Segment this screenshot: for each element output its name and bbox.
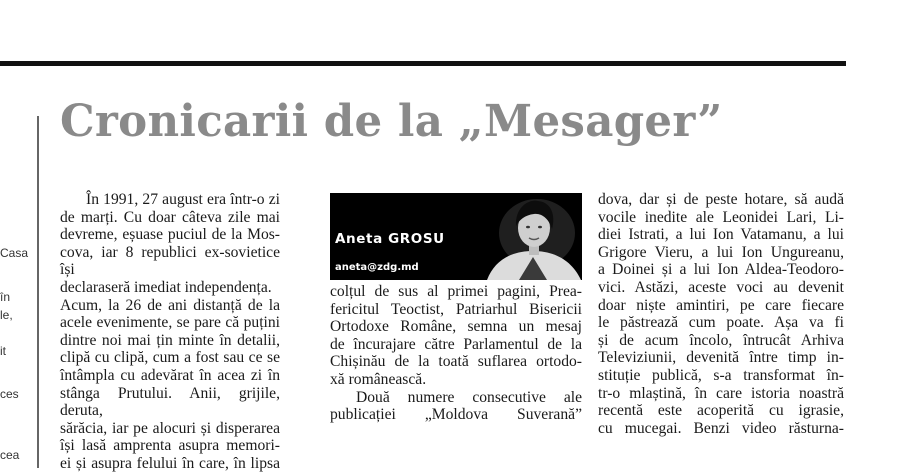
text-line: stânga Prutului. Anii, grijile, deruta, [60, 384, 280, 420]
text-line: stituție publică, s-a transformat în- [598, 366, 844, 384]
text-line: diei Istrati, a lui Ion Vatamanu, a lui [598, 226, 844, 244]
text-line: le păstrează cum poate. Așa va fi [598, 314, 844, 332]
text-line: întâmpla cu adevărat în acea zi în [60, 366, 280, 384]
text-line: Ortodoxe Române, semna un mesaj [330, 318, 582, 336]
fragment: în [0, 290, 11, 304]
text-line: a Doinei și a lui Ion Aldea-Teodoro- [598, 261, 844, 279]
text-line: ei și asupra felului în care, în lipsa [60, 454, 280, 472]
byline-box [330, 193, 582, 280]
text-line: își lasă amprenta asupra memori- [60, 437, 280, 455]
text-line: devreme, eșuase puciul de la Mos- [60, 226, 280, 244]
text-line: dintre noi mai țin minte în detalii, [60, 331, 280, 349]
article-column-1 [60, 191, 280, 473]
text-line: de încurajare către Parlamentul de la [330, 335, 582, 353]
text-line: și de acum încolo, întrucât Arhiva [598, 331, 844, 349]
author-email[interactable]: aneta@zdg.md [335, 262, 419, 273]
text-line: recentă este acoperită cu igrasie, [598, 402, 844, 420]
text-line: tr-o mlaștină, în care istoria noastră [598, 384, 844, 402]
text-line: sărăcia, iar pe alocuri și disperarea [60, 419, 280, 437]
author-name: Aneta GROSU [335, 231, 445, 247]
fragment: Casa [0, 246, 29, 260]
text-line: acele evenimente, se pare că puțini [60, 314, 280, 332]
fragment: ces [0, 387, 19, 401]
text-line: Două numere consecutive ale [356, 388, 582, 406]
text-line: publicației „Moldova Suverană” [330, 406, 582, 424]
article-column-3 [598, 191, 844, 437]
text-line: Acum, la 26 de ani distanță de la [60, 296, 280, 314]
text-line: Chișinău de la toată suflarea ortodo- [330, 353, 582, 371]
text-line: cova, iar 8 republici ex-sovietice își [60, 243, 280, 279]
top-rule [0, 61, 846, 66]
text-line: dova, dar și de peste hotare, să audă [598, 191, 844, 208]
article-column-2 [330, 283, 582, 424]
text-line: de marți. Cu doar câteva zile mai [60, 208, 280, 226]
fragment: cea [0, 448, 20, 462]
text-line: Televiziunii, devenită între timp in- [598, 349, 844, 367]
fragment: it [0, 344, 6, 358]
text-line: În 1991, 27 august era într-o zi [86, 191, 280, 208]
text-line: clipă cu clipă, cum a fost sau ce se [60, 349, 280, 367]
text-line: doar niște amintiri, pe care fiecare [598, 296, 844, 314]
text-line: fericitul Teoctist, Patriarhul Bisericii [330, 300, 582, 318]
text-line: Grigore Vieru, a lui Ion Ungureanu, [598, 243, 844, 261]
text-line: cu mucegai. Benzi video răsturna- [598, 419, 844, 437]
text-line: vici. Astăzi, aceste voci au devenit [598, 278, 844, 296]
article-headline: Cronicarii de la „Mesager” [60, 96, 723, 147]
text-line: vocile inedite ale Leonidei Lari, Li- [598, 208, 844, 226]
text-line: xă românească. [330, 370, 427, 388]
fragment: le, [0, 308, 13, 322]
column-divider [37, 116, 39, 468]
text-line: declaraseră imediat independența. [60, 278, 272, 296]
author-portrait [485, 193, 582, 280]
text-line: colțul de sus al primei pagini, Prea- [330, 283, 582, 300]
